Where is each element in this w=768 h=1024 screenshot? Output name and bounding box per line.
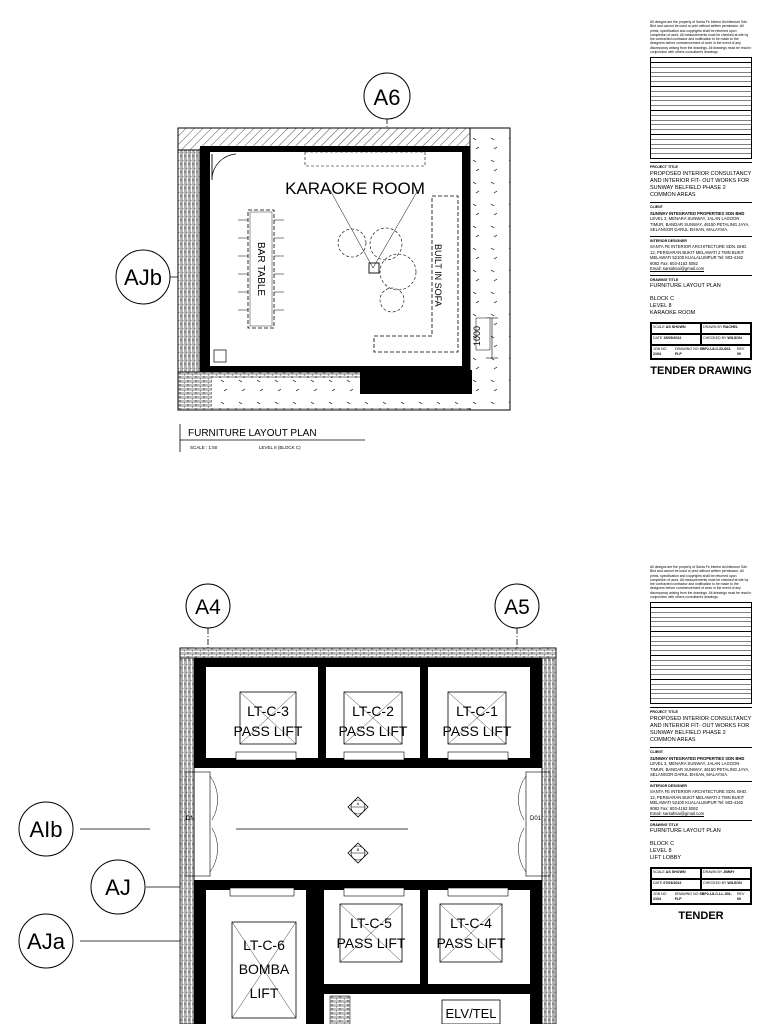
- caption-scale: SCALE : 1:50: [190, 445, 218, 450]
- tb1-client-name: SUNWAY INTEGRATED PROPERTIES SDN BHD: [650, 210, 745, 216]
- bar-table-label: BAR TABLE: [255, 242, 266, 297]
- tb1-designer-name: SANTA FE INTERIOR ARCHITECTURE SDN. BHD.: [650, 244, 748, 250]
- grid-bubble-ajb: [116, 250, 170, 304]
- tb2-notes: All designs are the property of Santa Fe Interior Architecture Sdn Bhd and cannot be used or print without written permission. All prints, specification and copyrights shall be returned upon completion of work. All measurements must be checked at site by the contracted contractor and notification to be made to the designers before commencement of work in the event of any discrepancy arising from the drawings. All drawings must be read in conjunction with others consultant's drawings.: [650, 565, 752, 599]
- svg-text:AJa: AJa: [27, 929, 65, 954]
- tb1-block: BLOCK C: [650, 295, 675, 302]
- svg-text:AJb: AJb: [124, 265, 162, 290]
- dimension-label: 1000: [472, 325, 482, 346]
- room-title: KARAOKE ROOM: [285, 179, 425, 198]
- svg-text:AIb: AIb: [29, 817, 63, 842]
- svg-text:PASS LIFT: PASS LIFT: [233, 723, 303, 739]
- tb2-area: LIFT LOBBY: [650, 855, 682, 862]
- lift-car-lt-c-5: [337, 904, 406, 962]
- tb2-revision-table: [650, 602, 752, 704]
- grid-bubble-a5: [495, 584, 539, 628]
- door-left-tag: DN: [186, 816, 195, 822]
- tb2-project: PROPOSED INTERIOR CONSULTANCY AND INTERIOR FIT- OUT WORKS FOR SUNWAY BELFIELD PHASE 2 COMMON AREAS: [650, 715, 752, 744]
- lift-car-lt-c-3: [234, 692, 303, 744]
- tb2-client-label: CLIENT: [650, 750, 663, 755]
- tb2-drawing-title-label: DRAWING TITLE: [650, 822, 679, 827]
- tb2-drawing-title: FURNITURE LAYOUT PLAN: [650, 828, 721, 835]
- title-block-2: [650, 565, 752, 922]
- tb1-revision-table: [650, 57, 752, 159]
- lift-car-lt-c-4: [437, 904, 506, 962]
- lift-car-lt-c-1: [443, 692, 512, 744]
- svg-text:A6: A6: [373, 85, 401, 110]
- svg-text:LT-C-3: LT-C-3: [247, 703, 289, 719]
- caption-title: FURNITURE LAYOUT PLAN: [188, 428, 317, 439]
- tb1-area: KARAOKE ROOM: [650, 310, 696, 317]
- grid-bubble-a6: [364, 73, 410, 119]
- tb2-client-address: LEVEL 3, MENARA SUNWAY, JALAN LAGOON TIMUR, BANDAR SUNWAY, 46150 PETALING JAYA, SELANGOR DARUL EHSAN, MALAYSIA.: [650, 761, 750, 778]
- door-tag: D01: [203, 155, 210, 168]
- grid-bubble-aja: [19, 914, 73, 968]
- svg-text:A: A: [356, 801, 360, 806]
- tb1-project-label: PROJECT TITLE: [650, 165, 678, 169]
- svg-text:AJ: AJ: [105, 875, 131, 900]
- tb2-designer-address: 12, PERSIARAN BUKIT MELAWATI 2 TMN BUKIT MELAWATI 52100 KUALALUMPUR Tel: 603-4162 9082 Fax: 603-4162 5082: [650, 794, 745, 811]
- svg-text:LIFT: LIFT: [249, 985, 279, 1001]
- grid-bubble-a4: [186, 584, 230, 628]
- lift-lobby-plan: [80, 628, 556, 1024]
- svg-text:LT-C-6: LT-C-6: [243, 937, 285, 953]
- tb1-designer-email: Email: santafeiai@gmail.com: [650, 266, 705, 272]
- tb1-drawing-title-label: DRAWING TITLE: [650, 277, 679, 282]
- lift-car-lt-c-6: [232, 922, 296, 1018]
- tb1-project: PROPOSED INTERIOR CONSULTANCY AND INTERIOR FIT- OUT WORKS FOR SUNWAY BELFIELD PHASE 2 COMMON AREAS: [650, 170, 752, 199]
- tb2-designer-label: INTERIOR DESIGNER: [650, 783, 687, 788]
- svg-text:BOMBA: BOMBA: [238, 961, 290, 977]
- svg-text:LT-C-2: LT-C-2: [352, 703, 394, 719]
- svg-text:LT-C-4: LT-C-4: [450, 915, 492, 931]
- svg-text:A5: A5: [504, 596, 530, 619]
- svg-text:A4: A4: [195, 596, 221, 619]
- svg-text:PASS LIFT: PASS LIFT: [336, 935, 406, 951]
- tb1-notes: All designs are the property of Santa Fe Interior Architecture Sdn Bhd and cannot be used or print without written permission. All prints, specification and copyrights shall be returned upon completion of work. All measurements must be checked at site by the contracted contractor and notification to be made to the designers before commencement of work in the event of any discrepancy arising from the drawings. All drawings must be read in conjunction with others consultant's drawings.: [650, 20, 752, 54]
- lift-car-lt-c-2: [339, 692, 408, 744]
- tb2-designer-name: SANTA FE INTERIOR ARCHITECTURE SDN. BHD.: [650, 789, 748, 795]
- svg-text:B: B: [356, 847, 360, 852]
- tb2-status: TENDER: [678, 909, 724, 922]
- tb1-client-label: CLIENT: [650, 205, 663, 210]
- svg-text:PASS LIFT: PASS LIFT: [442, 723, 512, 739]
- svg-text:PASS LIFT: PASS LIFT: [338, 723, 408, 739]
- svg-text:PASS LIFT: PASS LIFT: [436, 935, 506, 951]
- tb1-drawing-title: FURNITURE LAYOUT PLAN: [650, 283, 721, 290]
- tb1-meta-grid: SCALE AS SHOWN DRAWN BY RACHEL DATE 15/09/2022 CHECKED BY WILSON JOB NO 2104 DRAWING NO SBP2-L8-C-ID-003-FLP REV 00: [650, 322, 752, 359]
- tb1-client-address: LEVEL 3, MENARA SUNWAY, JALAN LAGOON TIMUR, BANDAR SUNWAY, 46150 PETALING JAYA, SELANGOR DARUL EHSAN, MALAYSIA.: [650, 216, 750, 233]
- karaoke-room-plan: [170, 118, 510, 410]
- tb2-meta-grid: SCALE AS SHOWN DRAWN BY JIMMY DATE 07/03/2022 CHECKED BY WILSON JOB NO 2104 DRAWING NO SBP2-L8-C-LL-001-FLP REV 00: [650, 867, 752, 904]
- tb2-level: LEVEL 8: [650, 848, 672, 855]
- tb1-designer-label: INTERIOR DESIGNER: [650, 238, 687, 243]
- door-right-tag: D01: [530, 816, 542, 822]
- tb2-client-name: SUNWAY INTEGRATED PROPERTIES SDN BHD: [650, 755, 745, 761]
- plan-caption: [180, 424, 365, 452]
- svg-text:LT-C-1: LT-C-1: [456, 703, 498, 719]
- svg-text:LT-C-5: LT-C-5: [350, 915, 392, 931]
- title-block-1: [650, 20, 752, 377]
- grid-bubble-aj: [91, 860, 145, 914]
- grid-bubble-aib: [19, 802, 73, 856]
- tb2-block: BLOCK C: [650, 840, 675, 847]
- tb2-designer-email: Email: santafeiai@gmail.com: [650, 811, 705, 817]
- sofa-label: BUILT IN SOFA: [433, 244, 443, 307]
- tb1-level: LEVEL 8: [650, 303, 672, 310]
- caption-level: LEVEL 8 (BLOCK C): [259, 445, 301, 450]
- tb1-status: TENDER DRAWING: [650, 364, 752, 377]
- tb2-project-label: PROJECT TITLE: [650, 710, 678, 714]
- elv-tel-label: ELV/TEL: [445, 1006, 497, 1021]
- tb1-designer-address: 12, PERSIARAN BUKIT MELAWATI 2 TMN BUKIT MELAWATI 52100 KUALALUMPUR Tel: 603-4162 9082 Fax: 603-4162 5082: [650, 249, 745, 266]
